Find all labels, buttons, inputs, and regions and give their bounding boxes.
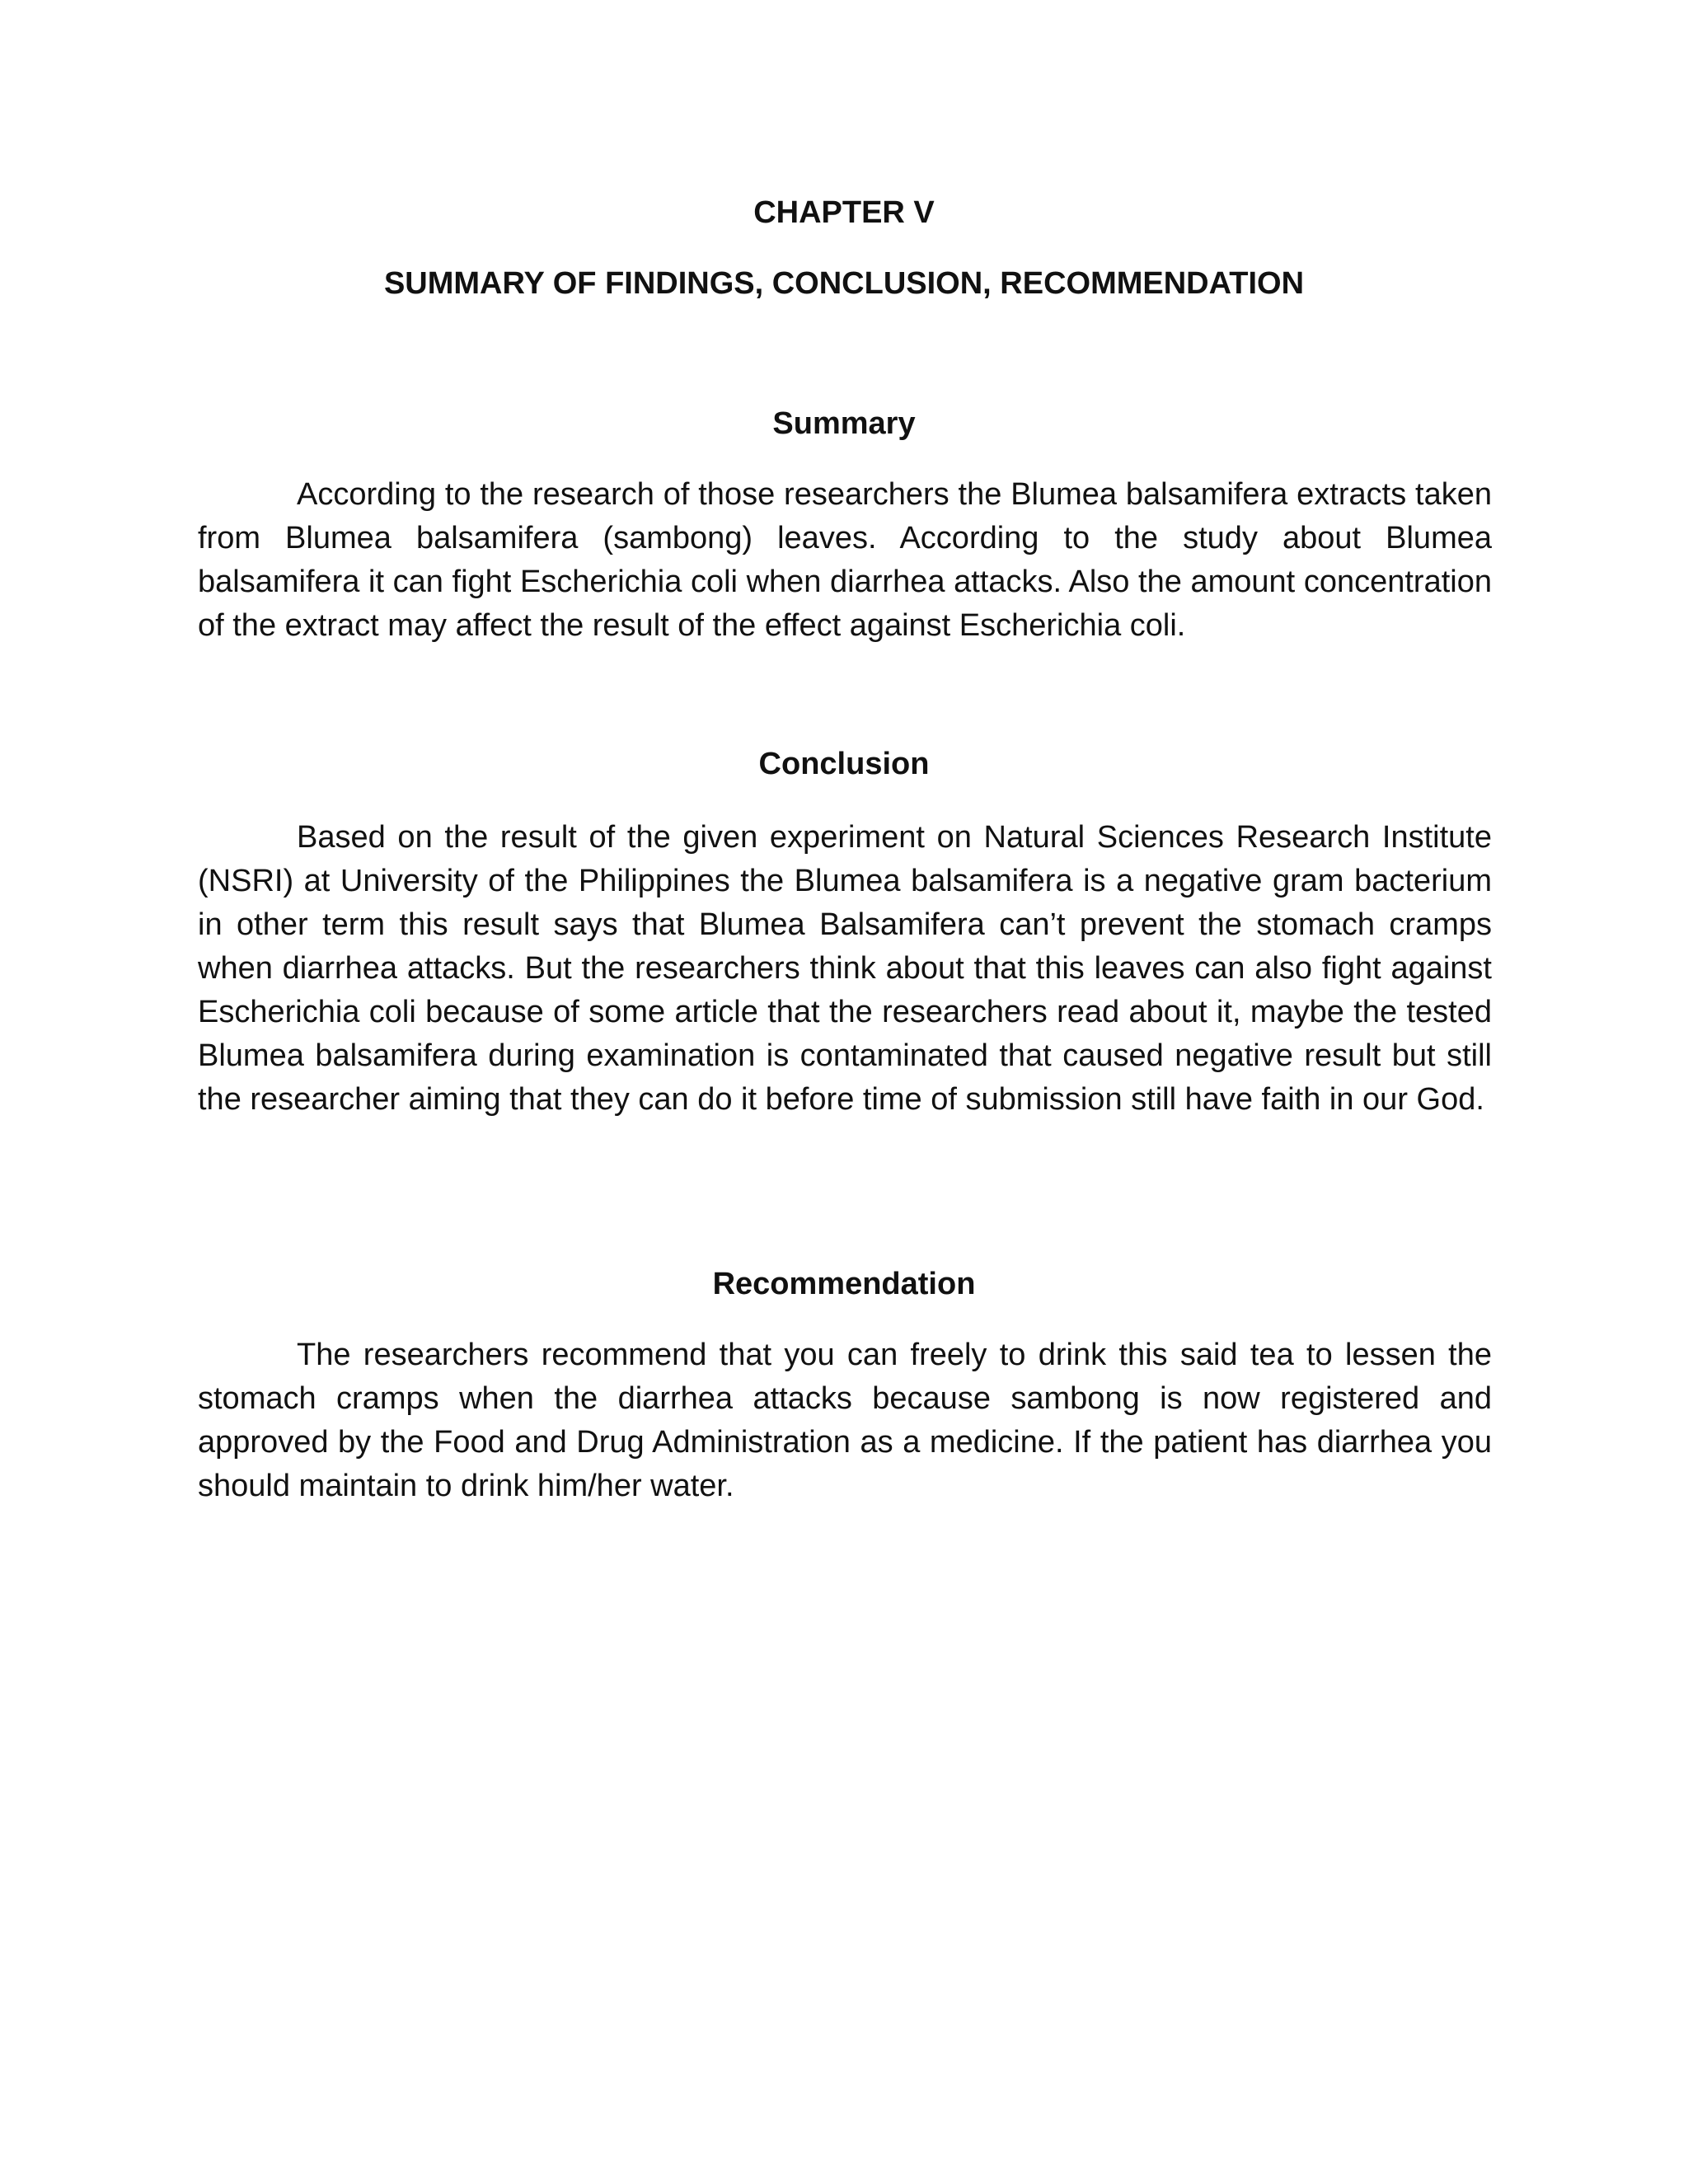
recommendation-heading: Recommendation <box>712 1267 976 1301</box>
conclusion-heading: Conclusion <box>758 747 930 781</box>
recommendation-paragraph: The researchers recommend that you can freely to drink this said tea to lessen the stomach cramps when the diarrhea attacks because sambong is now registered and approved by the Food and Drug Administration as a medicine. If the patient has diarrhea you should maintain to drink him/her water. <box>198 1338 1492 1503</box>
conclusion-paragraph: Based on the result of the given experiment on Natural Sciences Research Institute (NSRI) at University of the Philippines the Blumea balsamifera is a negative gram bacterium in other term this result says that Blumea Balsamifera can’t prevent the stomach cramps when diarrhea attacks. But the researchers think about that this leaves can also fight against Escherichia coli because of some article that the researchers read about it, maybe the tested Blumea balsamifera during examination is contaminated that caused negative result but still the researcher aiming that they can do it before time of submission still have faith in our God. <box>198 820 1492 1117</box>
summary-paragraph: According to the research of those researchers the Blumea balsamifera extracts taken from Blumea balsamifera (sambong) leaves. According to the study about Blumea balsamifera it can fight Escherichia coli when diarrhea attacks. Also the amount concentration of the extract may affect the result of the effect against Escherichia coli. <box>198 477 1492 643</box>
chapter-title: CHAPTER V <box>753 195 935 230</box>
summary-heading: Summary <box>772 406 916 441</box>
chapter-subtitle: SUMMARY OF FINDINGS, CONCLUSION, RECOMMENDATION <box>383 266 1305 301</box>
